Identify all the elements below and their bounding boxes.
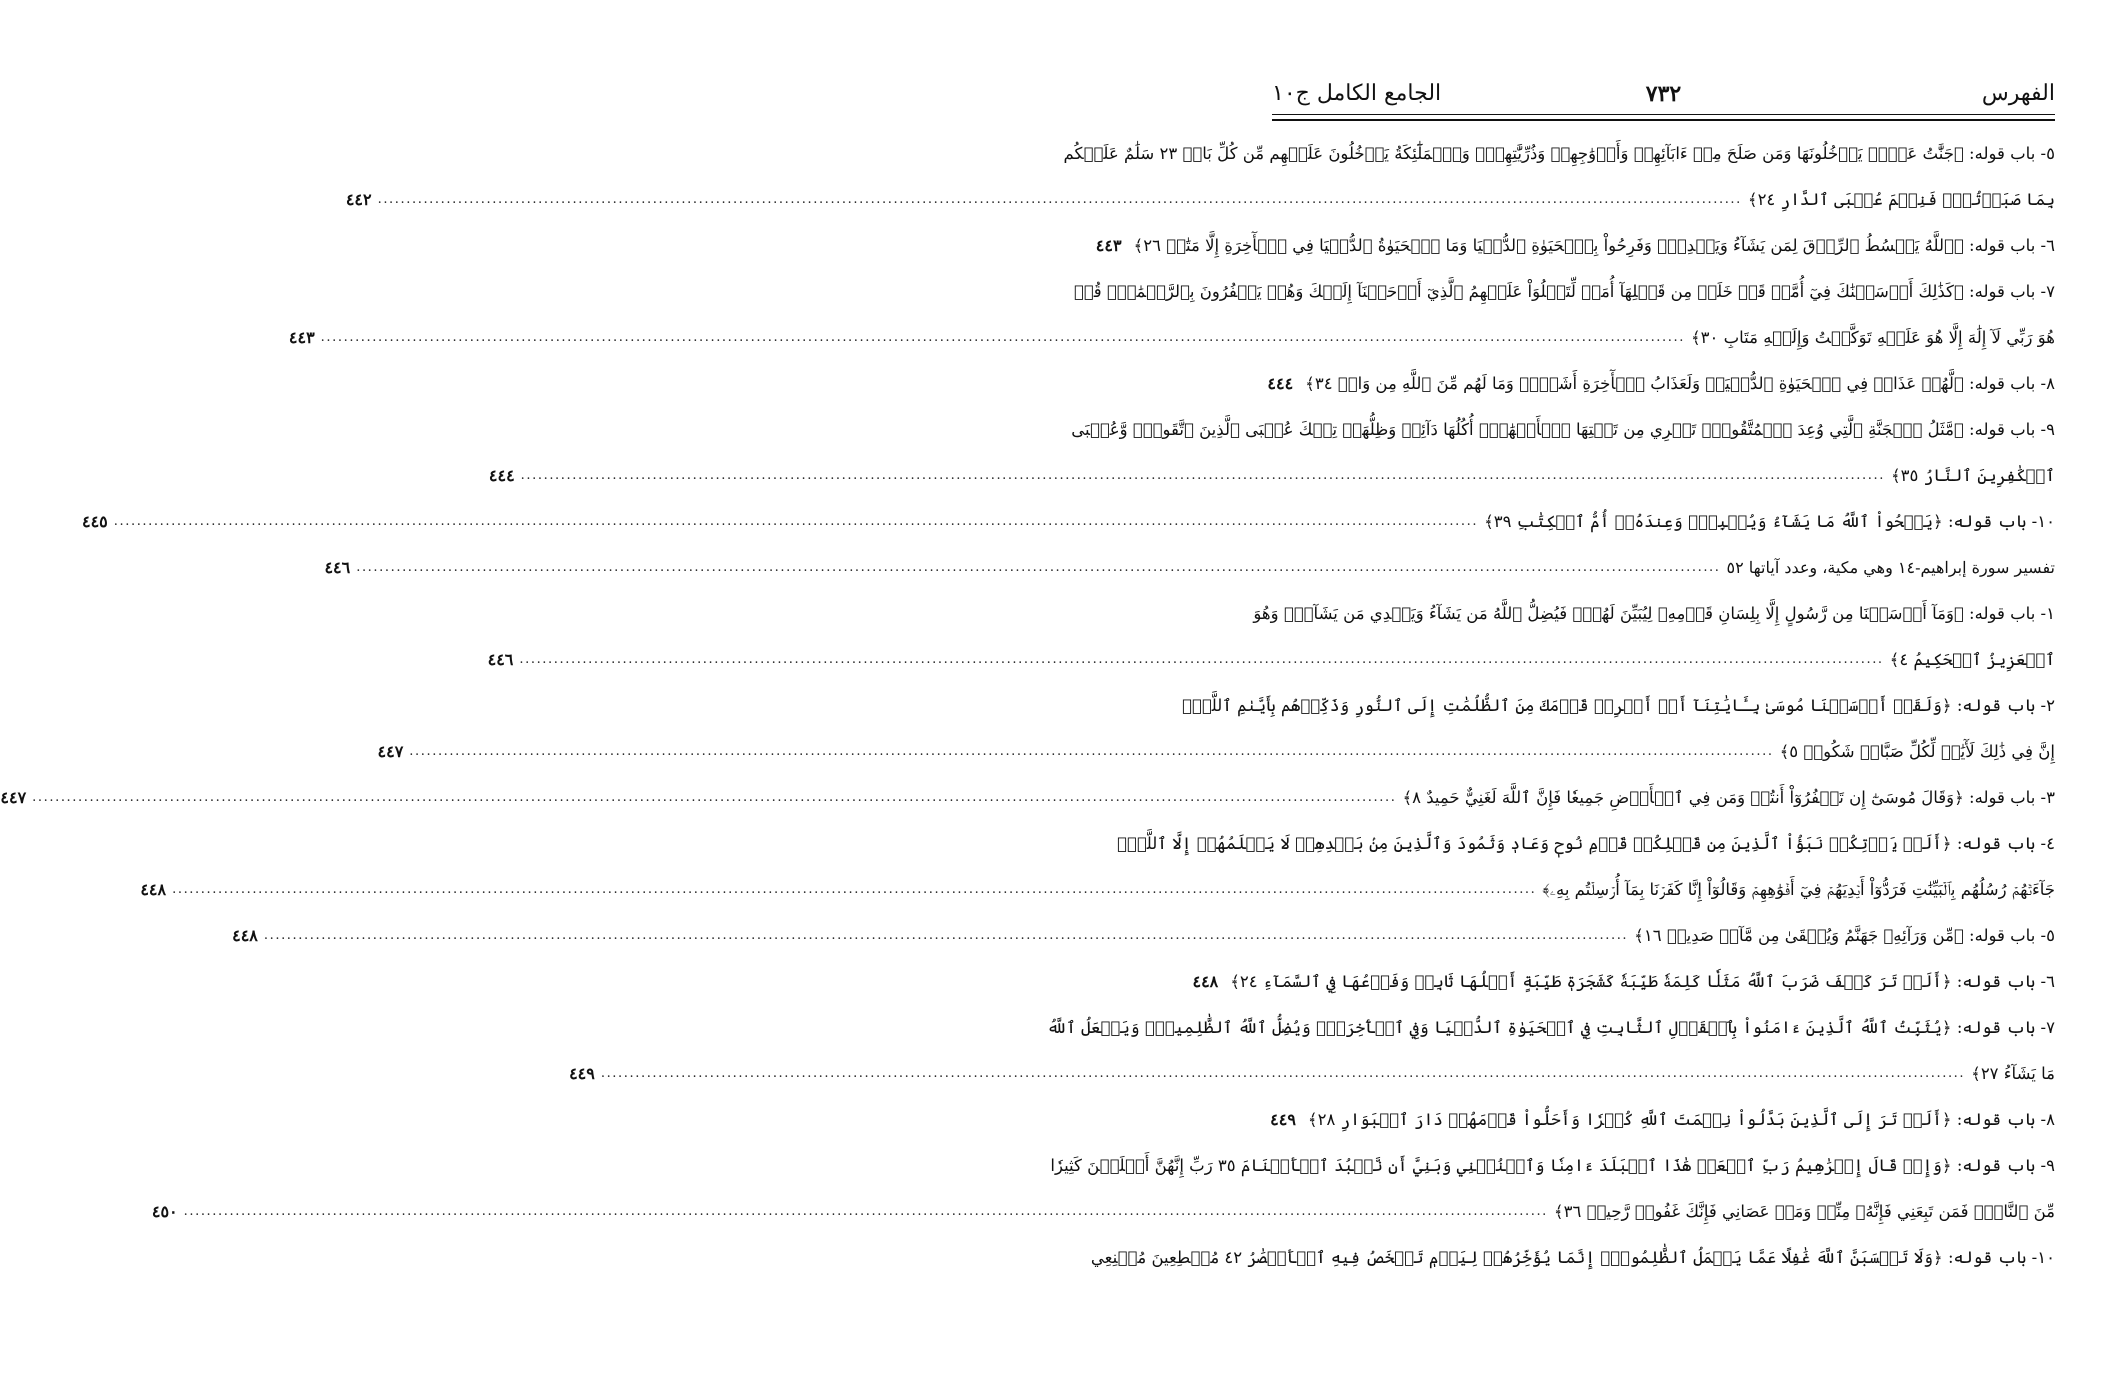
entry-text: جَآءَتۡهُمۡ رُسُلُهُم بِٱلۡبَيِّنَٰتِ فَرَدُّوٓاْ أَيۡدِيَهُمۡ فِيٓ أَفۡوَٰهِهِمۡ وَقَالُوٓاْ إِنَّا كَفَرۡنَا بِمَآ أُرۡسِلۡتُم بِهِۦ﴾ xyxy=(1542,880,2055,899)
entry-text: ١٠- باب قوله: ﴿يَمۡحُواْ ٱللَّهُ مَا يَشَآءُ وَيُثۡبِتُۖ وَعِندَهُۥٓ أُمُّ ٱلۡكِتَٰبِ ٣٩﴾ xyxy=(1484,512,2055,531)
entry-text: مِّنَ ٱلنَّاسِۖ فَمَن تَبِعَنِي فَإِنَّهُۥ مِنِّيۖ وَمَنۡ عَصَانِي فَإِنَّكَ غَفُورٞ رَّحِيمٞ ٣٦﴾ xyxy=(1553,1202,2055,1221)
index-entry xyxy=(1192,959,2055,1005)
index-entries xyxy=(0,131,2055,1281)
entry-line xyxy=(1182,683,2055,729)
entry-page-number: ٤٤٤ xyxy=(1267,374,1294,393)
index-entry xyxy=(1272,1097,2055,1143)
entry-text: ٨- باب قوله: ﴿لَّهُمۡ عَذَابٞ فِي ٱلۡحَيَوٰةِ ٱلدُّنۡيَاۖ وَلَعَذَابُ ٱلۡأٓخِرَةِ أَشَقُّۖ وَمَا لَهُم مِّنَ ٱللَّهِ مِن وَاقٖ ٣٤﴾ xyxy=(1305,374,2055,393)
leader-dots: .............................................................................................................................................................................................................................................. xyxy=(356,560,1721,575)
leader-dots: .............................................................................................................................................................................................................................................. xyxy=(172,882,1537,897)
entry-page-number: ٤٤٨ xyxy=(1192,972,1219,991)
entry-text: ٥- باب قوله: ﴿جَنَّٰتُ عَدۡنٖ يَدۡخُلُونَهَا وَمَن صَلَحَ مِنۡ ءَابَآئِهِمۡ وَأَزۡوَٰجِهِمۡ وَذُرِّيَّٰتِهِمۡۖ وَٱلۡمَلَٰٓئِكَةُ يَدۡخُلُونَ عَلَيۡهِم مِّن كُلِّ بَابٖ ٢٣ سَلَٰمٌ عَلَيۡكُم xyxy=(1063,144,2055,163)
entry-line xyxy=(140,867,2055,913)
index-entry xyxy=(488,407,2055,499)
entry-line xyxy=(81,499,2055,545)
surah-heading-entry xyxy=(324,545,2055,591)
leader-dots: .............................................................................................................................................................................................................................................. xyxy=(263,928,1629,943)
entry-page-number: ٤٤٣ xyxy=(288,328,315,347)
entry-page-number: ٤٤٥ xyxy=(81,512,108,531)
entry-page-number: ٤٤٦ xyxy=(487,650,514,669)
entry-text: ٦- باب قوله: ﴿أَلَمۡ تَرَ كَيۡفَ ضَرَبَ ٱللَّهُ مَثَلٗا كَلِمَةٗ طَيِّبَةٗ كَشَجَرَةٖ طَيِّبَةٍ أَصۡلُهَا ثَابِتٞ وَفَرۡعُهَا فِي ٱلسَّمَآءِ ٢٤﴾ xyxy=(1230,972,2055,991)
entry-text: هُوَ رَبِّي لَآ إِلَٰهَ إِلَّا هُوَ عَلَيۡهِ تَوَكَّلۡتُ وَإِلَيۡهِ مَتَابِ ٣٠﴾ xyxy=(1690,328,2055,347)
entry-page-number: ٤٥٠ xyxy=(151,1202,178,1221)
entry-page-number: ٤٤٦ xyxy=(324,558,351,577)
entry-text: مَا يَشَآءُ ٢٧﴾ xyxy=(1971,1064,2055,1083)
header-rule-top xyxy=(1272,114,2055,115)
entry-text: ٢- باب قوله: ﴿وَلَقَدۡ أَرۡسَلۡنَا مُوسَىٰ بِـَٔايَٰتِنَآ أَنۡ أَخۡرِجۡ قَوۡمَكَ مِنَ ٱلظُّلُمَٰتِ إِلَى ٱلنُّورِ وَذَكِّرۡهُم بِأَيَّىٰمِ ٱللَّهِۚ xyxy=(1182,696,2055,715)
leader-dots: .............................................................................................................................................................................................................................................. xyxy=(113,514,1479,529)
entry-line xyxy=(1063,131,2055,177)
index-entry xyxy=(377,683,2055,775)
entry-line xyxy=(488,453,2055,499)
entry-line xyxy=(487,637,2055,683)
entry-line xyxy=(1095,223,2055,269)
entry-line xyxy=(151,1189,2055,1235)
index-entry xyxy=(288,269,2055,361)
entry-text: إِنَّ فِي ذَٰلِكَ لَأٓيَٰتٖ لِّكُلِّ صَبَّارٖ شَكُورٖ ٥﴾ xyxy=(1779,742,2055,761)
entry-text: ٦- باب قوله: ﴿ٱللَّهُ يَبۡسُطُ ٱلرِّزۡقَ لِمَن يَشَآءُ وَيَقۡدِرُۚ وَفَرِحُواْ بِٱلۡحَيَوٰةِ ٱلدُّنۡيَا وَمَا ٱلۡحَيَوٰةُ ٱلدُّنۡيَا فِي ٱلۡأٓخِرَةِ إِلَّا مَتَٰعٞ ٢٦﴾ xyxy=(1133,236,2055,255)
entry-line xyxy=(1253,591,2055,637)
entry-line xyxy=(1272,1097,2055,1143)
leader-dots: .............................................................................................................................................................................................................................................. xyxy=(520,468,1885,483)
entry-page-number: ٤٤٨ xyxy=(232,926,258,945)
index-entry xyxy=(232,913,2055,959)
entry-line xyxy=(1046,1005,2055,1051)
entry-text: بِمَا صَبَرۡتُمۡۚ فَنِعۡمَ عُقۡبَى ٱلدَّارِ ٢٤﴾ xyxy=(1747,190,2055,209)
leader-dots: .............................................................................................................................................................................................................................................. xyxy=(32,790,1397,805)
entry-line xyxy=(1267,361,2055,407)
index-entry xyxy=(81,499,2055,545)
entry-page-number: ٤٤٧ xyxy=(377,742,404,761)
leader-dots: .............................................................................................................................................................................................................................................. xyxy=(600,1066,1966,1081)
leader-dots: .............................................................................................................................................................................................................................................. xyxy=(320,330,1685,345)
entry-line xyxy=(1192,959,2055,1005)
entry-line xyxy=(324,545,2055,591)
entry-text: ٱلۡعَزِيزُ ٱلۡحَكِيمُ ٤﴾ xyxy=(1889,650,2055,669)
entry-page-number: ٤٤٩ xyxy=(569,1064,595,1083)
entry-line xyxy=(377,729,2055,775)
entry-text: ٩- باب قوله: ﴿مَّثَلُ ٱلۡجَنَّةِ ٱلَّتِي وُعِدَ ٱلۡمُتَّقُونَۖ تَجۡرِي مِن تَحۡتِهَا ٱلۡأَنۡهَٰرُۖ أُكُلُهَا دَآئِمٞ وَظِلُّهَاۚ تِلۡكَ عُقۡبَى ٱلَّذِينَ ٱتَّقَواْۖ وَّعُقۡبَى xyxy=(1071,420,2055,439)
index-entry xyxy=(151,1143,2055,1235)
leader-dots: .............................................................................................................................................................................................................................................. xyxy=(519,652,1884,667)
entry-line xyxy=(1050,1143,2055,1189)
index-entry xyxy=(1267,361,2055,407)
entry-line xyxy=(1073,269,2055,315)
entry-line xyxy=(1117,821,2055,867)
entry-text: ٧- باب قوله: ﴿يُثَبِّتُ ٱللَّهُ ٱلَّذِينَ ءَامَنُواْ بِٱلۡقَوۡلِ ٱلثَّابِتِ فِي ٱلۡحَيَوٰةِ ٱلدُّنۡيَا وَفِي ٱلۡأٓخِرَةِۖ وَيُضِلُّ ٱللَّهُ ٱلظَّٰلِمِينَۚ وَيَفۡعَلُ ٱللَّهُ xyxy=(1046,1018,2055,1037)
entry-text: ٤- باب قوله: ﴿أَلَمۡ يَأۡتِكُمۡ نَبَؤُاْ ٱلَّذِينَ مِن قَبۡلِكُمۡ قَوۡمِ نُوحٖ وَعَادٖ وَثَمُودَ وَٱلَّذِينَ مِنۢ بَعۡدِهِمۡ لَا يَعۡلَمُهُمۡ إِلَّا ٱللَّهُۚ xyxy=(1117,834,2055,853)
book-title: الجامع الكامل ج١٠ xyxy=(1272,81,1442,106)
entry-text: ٣- باب قوله: ﴿وَقَالَ مُوسَىٰٓ إِن تَكۡفُرُوٓاْ أَنتُمۡ وَمَن فِي ٱلۡأَرۡضِ جَمِيعٗا فَإِنَّ ٱللَّهَ لَغَنِيٌّ حَمِيدٌ ٨﴾ xyxy=(1402,788,2055,807)
entry-line xyxy=(232,913,2055,959)
entry-page-number: ٤٤٢ xyxy=(345,190,372,209)
index-entry xyxy=(487,591,2055,683)
index-entry xyxy=(569,1005,2055,1097)
index-entry xyxy=(0,775,2055,821)
entry-page-number: ٤٤٧ xyxy=(0,788,27,807)
entry-text: ١- باب قوله: ﴿وَمَآ أَرۡسَلۡنَا مِن رَّسُولٍ إِلَّا بِلِسَانِ قَوۡمِهِۦ لِيُبَيِّنَ لَهُمۡۖ فَيُضِلُّ ٱللَّهُ مَن يَشَآءُ وَيَهۡدِي مَن يَشَآءُۚ وَهُوَ xyxy=(1253,604,2055,623)
page-header xyxy=(1272,0,2055,118)
leader-dots: .............................................................................................................................................................................................................................................. xyxy=(183,1204,1548,1219)
entry-page-number: ٤٤٤ xyxy=(488,466,515,485)
entry-line xyxy=(1071,407,2055,453)
entry-text: ٱلۡكَٰفِرِينَ ٱلنَّارُ ٣٥﴾ xyxy=(1890,466,2055,485)
section-title: الفهرس xyxy=(1981,81,2055,106)
leader-dots: .............................................................................................................................................................................................................................................. xyxy=(409,744,1774,759)
entry-line xyxy=(345,177,2055,223)
index-entry xyxy=(1090,1235,2055,1281)
entry-text: ١٠- باب قوله: ﴿وَلَا تَحۡسَبَنَّ ٱللَّهَ غَٰفِلًا عَمَّا يَعۡمَلُ ٱلظَّٰلِمُونَۚ إِنَّمَا يُؤَخِّرُهُمۡ لِيَوۡمٖ تَشۡخَصُ فِيهِ ٱلۡأَبۡصَٰرُ ٤٢ مُهۡطِعِينَ مُقۡنِعِي xyxy=(1090,1248,2055,1267)
leader-dots: .............................................................................................................................................................................................................................................. xyxy=(377,192,1742,207)
entry-line xyxy=(288,315,2055,361)
index-entry xyxy=(345,131,2055,223)
entry-text: ٨- باب قوله: ﴿أَلَمۡ تَرَ إِلَى ٱلَّذِينَ بَدَّلُواْ نِعۡمَتَ ٱللَّهِ كُفۡرٗا وَأَحَلُّواْ قَوۡمَهُمۡ دَارَ ٱلۡبَوَارِ ٢٨﴾ xyxy=(1307,1110,2055,1129)
entry-text: ٩- باب قوله: ﴿وَإِذۡ قَالَ إِبۡرَٰهِيمُ رَبِّ ٱجۡعَلۡ هَٰذَا ٱلۡبَلَدَ ءَامِنٗا وَٱجۡنُبۡنِي وَبَنِيَّ أَن نَّعۡبُدَ ٱلۡأَصۡنَامَ ٣٥ رَبِّ إِنَّهُنَّ أَضۡلَلۡنَ كَثِيرٗا xyxy=(1050,1156,2055,1175)
header-rule-bottom xyxy=(1272,119,2055,121)
index-entry xyxy=(1095,223,2055,269)
entry-line xyxy=(1090,1235,2055,1281)
entry-text: ٥- باب قوله: ﴿مِّن وَرَآئِهِۦ جَهَنَّمُ وَيُسۡقَىٰ مِن مَّآءٖ صَدِيدٖ ١٦﴾ xyxy=(1634,926,2055,945)
entry-line xyxy=(0,775,2055,821)
page-number: ٧٣٢ xyxy=(1645,81,1682,107)
entry-page-number: ٤٤٩ xyxy=(1270,1110,1296,1129)
entry-text: تفسير سورة إبراهيم-١٤ وهي مكية، وعدد آياتها ٥٢ xyxy=(1726,558,2055,577)
entry-page-number: ٤٤٨ xyxy=(140,880,167,899)
entry-line xyxy=(569,1051,2055,1097)
entry-page-number: ٤٤٣ xyxy=(1095,236,1122,255)
index-entry xyxy=(140,821,2055,913)
entry-text: ٧- باب قوله: ﴿كَذَٰلِكَ أَرۡسَلۡنَٰكَ فِيٓ أُمَّةٖ قَدۡ خَلَتۡ مِن قَبۡلِهَآ أُمَمٞ لِّتَتۡلُوَاْ عَلَيۡهِمُ ٱلَّذِيٓ أَوۡحَيۡنَآ إِلَيۡكَ وَهُمۡ يَكۡفُرُونَ بِٱلرَّحۡمَٰنِۚ قُلۡ xyxy=(1073,282,2055,301)
